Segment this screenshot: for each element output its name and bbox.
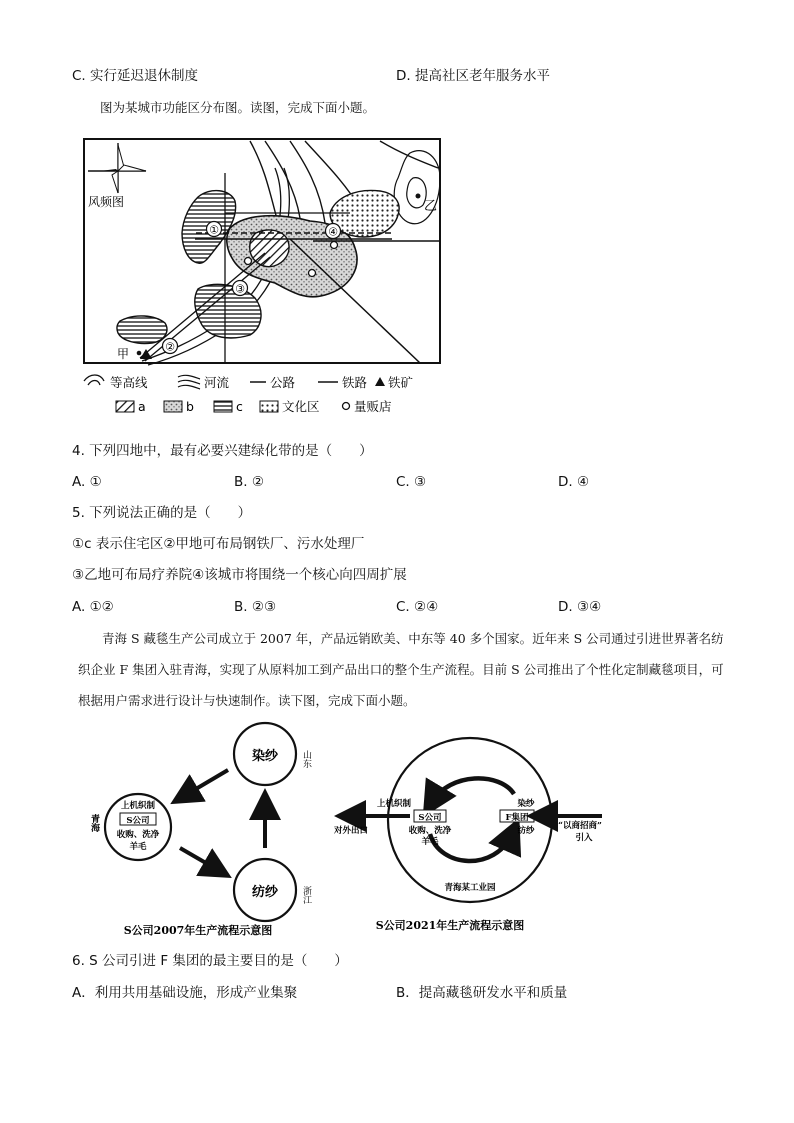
place-jia-label: 甲 — [117, 347, 130, 361]
svg-text:①: ① — [209, 223, 219, 237]
legend-railway: 铁路 — [342, 375, 368, 390]
s-company-label: S公司 — [126, 816, 150, 826]
f-group-label: F集团 — [505, 813, 529, 823]
invest-label-2: 引入 — [575, 833, 593, 843]
q5-option-c: C. ②④ — [396, 599, 439, 615]
q4-option-a: A. ① — [72, 474, 102, 490]
q5-option-d: D. ③④ — [558, 599, 602, 615]
svg-text:④: ④ — [328, 225, 338, 239]
arrow-qinghai-to-spin — [180, 848, 218, 870]
iron-mine-icon — [375, 377, 385, 386]
q4-option-d: D. ④ — [558, 474, 590, 490]
qinghai-line-4: 羊毛 — [129, 842, 147, 852]
arrow-dye-to-qinghai — [184, 770, 228, 796]
qinghai-line-3: 收购、洗净 — [116, 830, 160, 840]
legend-culture: 文化区 — [282, 399, 320, 414]
invest-label: “以商招商” — [558, 821, 602, 831]
passage: 青海 S 藏毯生产公司成立于 2007 年，产品远销欧美、中东等 40 多个国家。近年来 S 公司通过引进世界著名纺织企业 F 集团入驻青海，实现了从原料加工到产品出口的整个生产流程。目前 S 公司推出了个性化定制藏毯项目，可根据用户需求进行设计与快速制作。读下图，完成下面小题。 — [78, 631, 724, 708]
diagram-2007 — [80, 720, 340, 942]
diagram-2021-caption: S公司2021年生产流程示意图 — [375, 919, 525, 932]
map-intro: 图为某城市功能区分布图。读图，完成下面小题。 — [100, 100, 376, 115]
svg-text:③: ③ — [235, 282, 245, 296]
q4-stem: 4. 下列四地中，最有必要兴建绿化带的是（ ） — [72, 443, 373, 459]
legend-c: c — [236, 399, 243, 414]
s-buy-label: 收购、洗净 — [408, 826, 452, 836]
legend-iron: 铁矿 — [388, 375, 414, 390]
park-label: 青海某工业园 — [444, 883, 496, 893]
q6-stem: 6. S 公司引进 F 集团的最主要目的是（ ） — [72, 953, 348, 969]
marker-2 — [163, 339, 178, 354]
shandong-label: 山东 — [301, 750, 311, 768]
marker-3 — [233, 281, 248, 296]
spin-label: 纺纱 — [251, 885, 279, 900]
city-function-map — [80, 133, 450, 425]
export-label: 对外出口 — [334, 826, 369, 836]
q4-option-b: B. ② — [234, 474, 264, 490]
q6-option-b: B．提高藏毯研发水平和质量 — [396, 985, 568, 1001]
f-dye-label: 染纱 — [517, 799, 535, 809]
qinghai-line-1: 上机织制 — [120, 801, 156, 811]
legend-store: 量贩店 — [354, 399, 392, 414]
legend — [84, 375, 414, 414]
q6-option-a: A．利用共用基础设施，形成产业集聚 — [72, 985, 298, 1001]
q5-line-1: ①c 表示住宅区②甲地可布局钢铁厂、污水处理厂 — [72, 536, 365, 552]
q5-option-a: A. ①② — [72, 599, 114, 615]
marker-1 — [207, 222, 222, 237]
diagram-2021 — [330, 722, 620, 940]
f-spin-label: 纺纱 — [517, 826, 535, 836]
q5-option-b: B. ②③ — [234, 599, 277, 615]
diagram-2007-caption: S公司2007年生产流程示意图 — [123, 924, 273, 937]
legend-highway: 公路 — [270, 375, 296, 390]
marker-4 — [326, 224, 341, 239]
wind-label: 风频图 — [88, 195, 125, 209]
legend-b: b — [186, 399, 194, 414]
svg-text:②: ② — [165, 340, 175, 354]
dye-label: 染纱 — [251, 749, 279, 764]
legend-a: a — [138, 399, 146, 414]
s-company-2021: S公司 — [418, 813, 442, 823]
place-yi-label: 乙 — [424, 199, 438, 214]
q5-stem: 5. 下列说法正确的是（ ） — [72, 505, 252, 521]
legend-contour: 等高线 — [110, 375, 148, 390]
qinghai-label: 青海 — [89, 814, 99, 832]
zhejiang-label: 浙江 — [301, 886, 311, 904]
legend-river: 河流 — [204, 375, 230, 390]
q4-option-c: C. ③ — [396, 474, 427, 490]
option-d: D. 提高社区老年服务水平 — [396, 68, 550, 84]
s-line-1: 上机织制 — [376, 799, 412, 809]
q5-line-2: ③乙地可布局疗养院④该城市将围绕一个核心向四周扩展 — [72, 567, 407, 583]
option-c: C. 实行延迟退休制度 — [72, 68, 199, 84]
s-wool-label: 羊毛 — [421, 837, 439, 847]
